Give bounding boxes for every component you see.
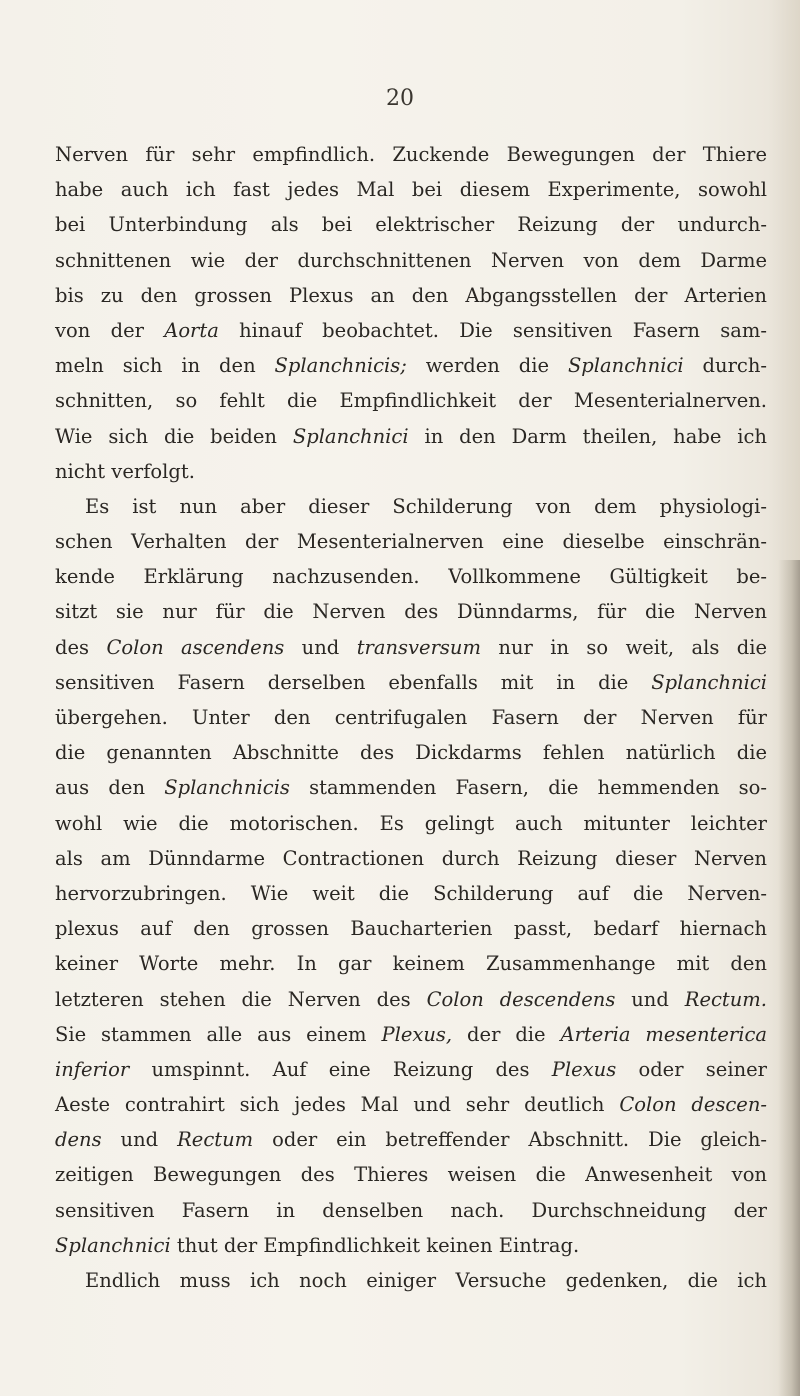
text-line [55, 1263, 767, 1298]
italic-term: transversum [356, 635, 481, 659]
text-line [55, 911, 767, 946]
italic-term: Splanchnici [55, 1233, 171, 1257]
text-line [55, 1087, 767, 1122]
text-segment: übergehen. Unter den centrifugalen Fasern der Nerven für [55, 706, 767, 729]
text-segment: Aeste contrahirt sich jedes Mal und sehr deutlich [55, 1093, 620, 1117]
text-line [55, 383, 767, 418]
text-segment: bis zu den grossen Plexus an den Abgangsstellen der Arterien [55, 283, 767, 307]
text-segment: Sie stammen alle aus einem [55, 1022, 382, 1046]
italic-term: Splanchnici [567, 354, 684, 378]
text-line [55, 594, 767, 629]
text-segment: Endlich muss ich noch einiger Versuche gedenken, die ich [85, 1269, 767, 1292]
text-line [55, 1193, 767, 1228]
text-line [55, 735, 767, 770]
text-line [55, 665, 767, 700]
text-line [55, 313, 767, 348]
page-edge-shadow [778, 560, 800, 1396]
text-line [55, 982, 767, 1017]
italic-term: Aorta [164, 318, 219, 342]
text-segment: und [101, 1128, 178, 1152]
text-segment: hervorzubringen. Wie weit die Schilderung auf die Nerven- [55, 881, 767, 905]
text-line [55, 454, 767, 489]
text-segment: werden die [406, 354, 568, 378]
text-segment: sitzt sie nur für die Nerven des Dünndarms, für die Nerven [55, 600, 767, 624]
italic-term: Colon ascendens [106, 635, 285, 659]
text-segment: oder ein betreffender Abschnitt. Die gleich- [253, 1128, 767, 1152]
text-line [55, 559, 767, 594]
text-line [55, 876, 767, 911]
text-segment: schnitten, so fehlt die Empfindlichkeit der Mesenterialnerven. [55, 389, 767, 413]
italic-term: inferior [55, 1057, 130, 1081]
text-segment: habe auch ich fast jedes Mal bei diesem Experimente, sowohl [55, 178, 767, 202]
body-text [55, 137, 767, 1298]
text-segment: aus den [55, 776, 165, 800]
text-segment: in den Darm theilen, habe ich [408, 424, 767, 448]
text-segment: sensitiven Fasern derselben ebenfalls mit in die [55, 670, 652, 694]
text-segment: und [615, 987, 685, 1011]
italic-term: Plexus, [381, 1022, 453, 1046]
text-line [55, 1017, 767, 1052]
text-line [55, 172, 767, 207]
text-segment: thut der Empfindlichkeit keinen Eintrag. [170, 1233, 580, 1257]
italic-term: Colon descendens [426, 987, 616, 1011]
text-segment: nicht verfolgt. [55, 459, 195, 483]
italic-term: Arteria mesenterica [560, 1022, 767, 1046]
text-segment: nur in so weit, als die [480, 635, 767, 659]
text-segment: oder seiner [616, 1057, 767, 1081]
text-line [55, 630, 767, 665]
text-segment: von der [55, 318, 165, 342]
text-segment: Es ist nun aber dieser Schilderung von dem physiologi- [85, 494, 767, 518]
italic-term: Splanchnicis [164, 776, 290, 800]
italic-term: Splanchnicis; [274, 354, 407, 378]
italic-term: dens [55, 1128, 102, 1152]
text-segment: der die [452, 1022, 561, 1046]
text-line [55, 946, 767, 981]
text-line [55, 419, 767, 454]
text-segment: kende Erklärung nachzusenden. Vollkommene Gültigkeit be- [55, 565, 767, 589]
text-segment: letzteren stehen die Nerven des [55, 987, 427, 1011]
text-line [55, 806, 767, 841]
text-line [55, 841, 767, 876]
text-segment: wohl wie die motorischen. Es gelingt auch mitunter leichter [55, 811, 767, 835]
text-segment: und [284, 635, 357, 659]
text-line [55, 348, 767, 383]
text-segment: stammenden Fasern, die hemmenden so- [289, 776, 768, 800]
text-line [55, 207, 767, 242]
text-segment: des [55, 635, 107, 659]
text-line [55, 524, 767, 559]
text-segment: schnittenen wie der durchschnittenen Nerven von dem Darme [55, 248, 767, 272]
text-segment: plexus auf den grossen Baucharterien passt, bedarf hiernach [55, 917, 767, 941]
text-segment: zeitigen Bewegungen des Thieres weisen die Anwesenheit von [55, 1163, 767, 1187]
text-segment: durch- [683, 354, 767, 378]
text-segment: bei Unterbindung als bei elektrischer Reizung der undurch- [55, 213, 767, 237]
text-line [55, 137, 767, 172]
text-segment: schen Verhalten der Mesenterialnerven eine dieselbe einschrän- [55, 530, 767, 554]
text-line [55, 700, 767, 735]
text-line [55, 1228, 767, 1263]
text-segment: meln sich in den [55, 354, 275, 378]
text-segment: die genannten Abschnitte des Dickdarms fehlen natürlich die [55, 741, 767, 765]
page-number: 20 [386, 86, 414, 111]
text-line [55, 1052, 767, 1087]
text-line [55, 278, 767, 313]
text-segment: Nerven für sehr empfindlich. Zuckende Bewegungen der Thiere [55, 143, 767, 166]
text-line [55, 489, 767, 524]
text-line [55, 1122, 767, 1157]
italic-term: Plexus [551, 1057, 617, 1081]
italic-term: Splanchnici [651, 670, 767, 694]
text-line [55, 1157, 767, 1192]
text-segment: als am Dünndarme Contractionen durch Reizung dieser Nerven [55, 846, 767, 870]
italic-term: Rectum [177, 1128, 254, 1152]
text-segment: umspinnt. Auf eine Reizung des [129, 1057, 552, 1081]
text-segment: hinauf beobachtet. Die sensitiven Fasern sam- [218, 318, 767, 342]
italic-term: Rectum. [684, 987, 767, 1011]
text-segment: sensitiven Fasern in denselben nach. Durchschneidung der [55, 1198, 767, 1222]
italic-term: Splanchnici [292, 424, 409, 448]
text-line [55, 770, 767, 805]
text-line [55, 243, 767, 278]
text-segment: Wie sich die beiden [55, 424, 293, 448]
text-segment: keiner Worte mehr. In gar keinem Zusammenhange mit den [55, 952, 767, 976]
italic-term: Colon descen- [619, 1093, 767, 1117]
